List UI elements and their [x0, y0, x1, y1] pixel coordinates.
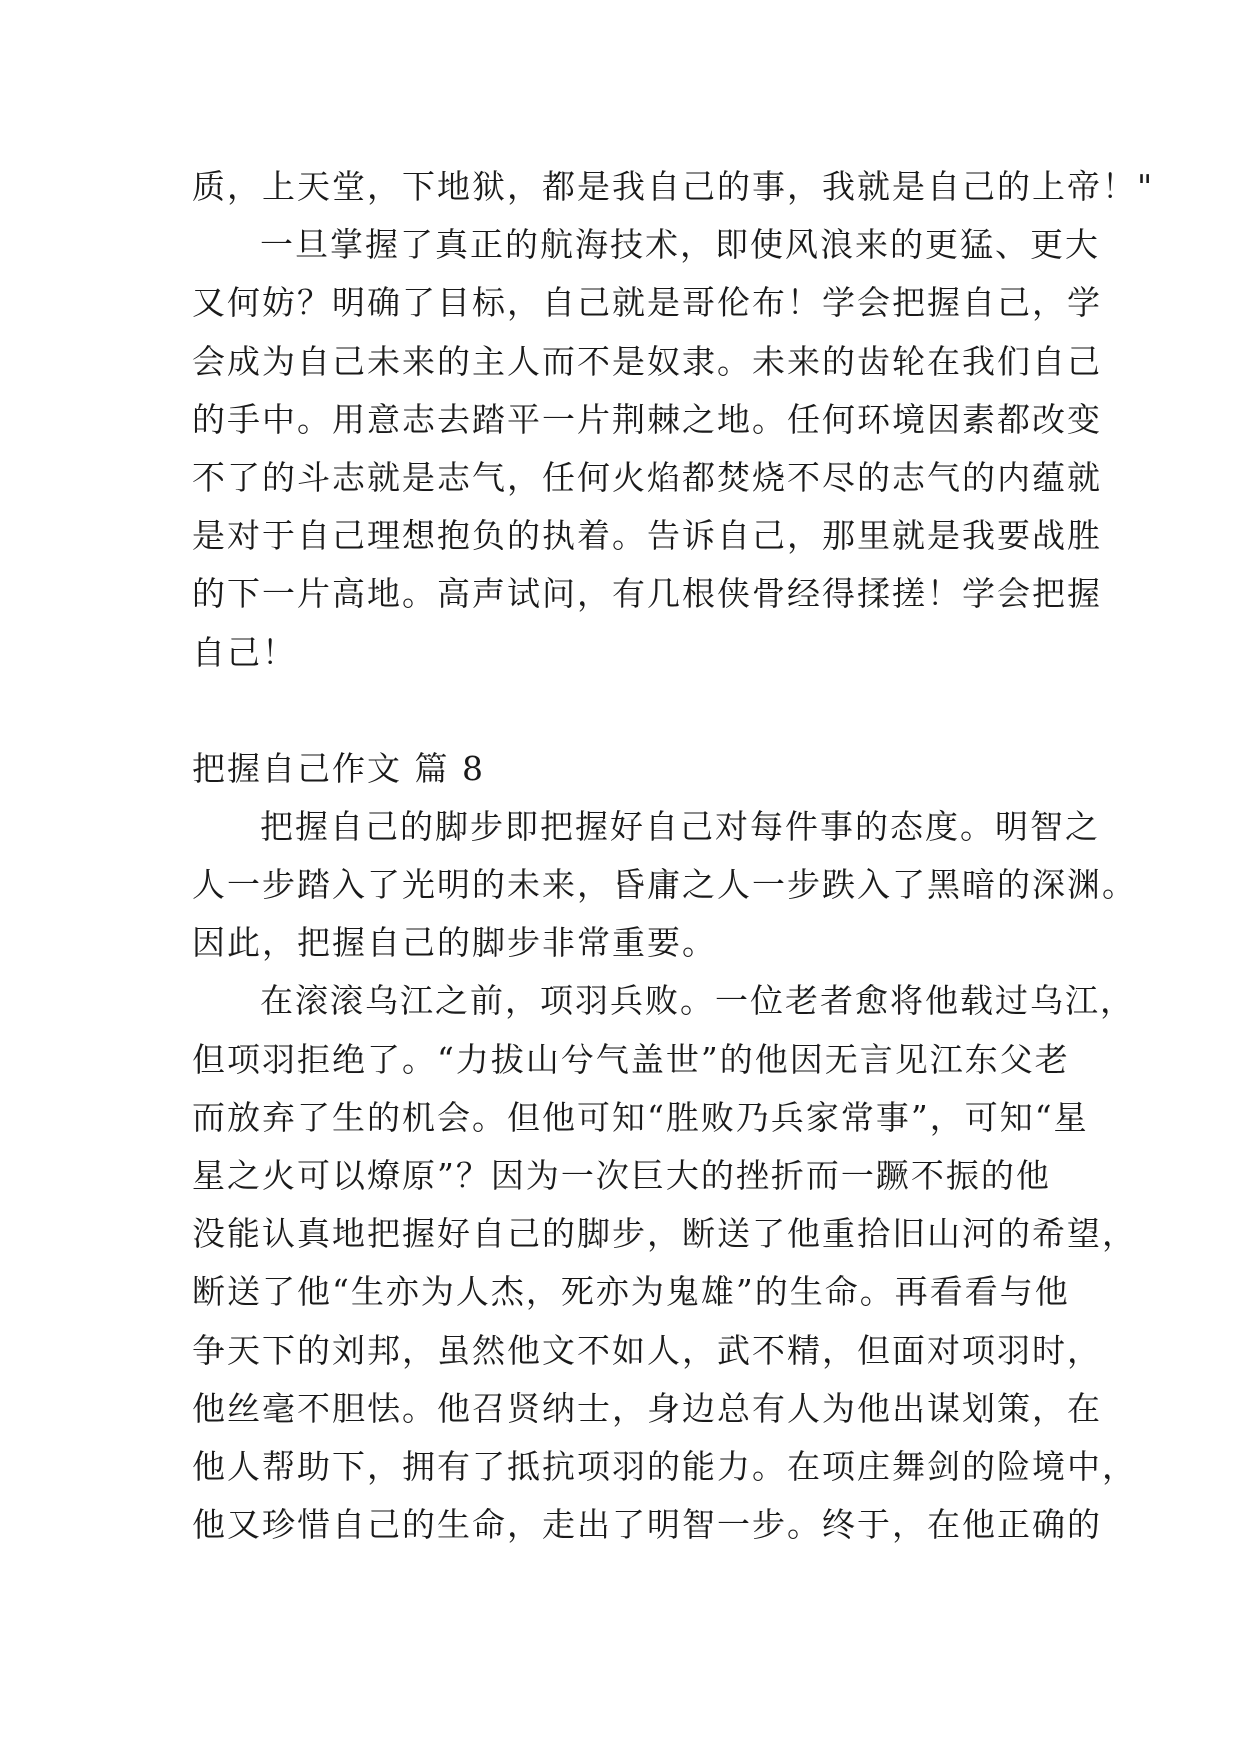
text-line: 一旦掌握了真正的航海技术，即使风浪来的更猛、更大 — [260, 225, 1100, 265]
text-line: 人一步踏入了光明的未来，昏庸之人一步跌入了黑暗的深渊。 — [192, 865, 1137, 905]
text-line: 断送了他“生亦为人杰，死亦为鬼雄”的生命。再看看与他 — [192, 1272, 1070, 1312]
text-line: 他又珍惜自己的生命，走出了明智一步。终于，在他正确的 — [192, 1505, 1102, 1545]
text-line: 的手中。用意志去踏平一片荆棘之地。任何环境因素都改变 — [192, 399, 1102, 439]
text-line: 他人帮助下，拥有了抵抗项羽的能力。在项庄舞剑的险境中， — [192, 1446, 1137, 1486]
text-line: 因此，把握自己的脚步非常重要。 — [192, 923, 717, 963]
text-line: 是对于自己理想抱负的执着。告诉自己，那里就是我要战胜 — [192, 516, 1102, 556]
section-spacer — [192, 682, 1050, 740]
document-body — [192, 158, 1155, 1554]
text-line: 而放弃了生的机会。但他可知“胜败乃兵家常事”，可知“星 — [192, 1097, 1089, 1137]
section-heading: 把握自己作文 篇 8 — [192, 748, 485, 788]
text-line: 在滚滚乌江之前，项羽兵败。一位老者愈将他载过乌江， — [260, 981, 1135, 1021]
text-line: 自己！ — [192, 632, 297, 672]
text-line: 不了的斗志就是志气，任何火焰都焚烧不尽的志气的内蕴就 — [192, 457, 1102, 497]
text-line: 他丝毫不胆怯。他召贤纳士，身边总有人为他出谋划策，在 — [192, 1388, 1102, 1428]
text-line: 会成为自己未来的主人而不是奴隶。未来的齿轮在我们自己 — [192, 341, 1102, 381]
text-line: 质，上天堂，下地狱，都是我自己的事，我就是自己的上帝！" — [192, 167, 1155, 206]
text-line: 但项羽拒绝了。“力拔山兮气盖世”的他因无言见江东父老 — [192, 1039, 1070, 1079]
text-line: 没能认真地把握好自己的脚步，断送了他重拾旧山河的希望， — [192, 1214, 1137, 1254]
text-line: 又何妨？明确了目标，自己就是哥伦布！学会把握自己，学 — [192, 283, 1102, 323]
text-line: 星之火可以燎原”？因为一次巨大的挫折而一蹶不振的他 — [192, 1156, 1051, 1195]
text-line: 的下一片高地。高声试问，有几根侠骨经得揉搓！学会把握 — [192, 574, 1102, 614]
text-line: 争天下的刘邦，虽然他文不如人，武不精，但面对项羽时， — [192, 1330, 1102, 1370]
text-line: 把握自己的脚步即把握好自己对每件事的态度。明智之 — [260, 806, 1100, 846]
